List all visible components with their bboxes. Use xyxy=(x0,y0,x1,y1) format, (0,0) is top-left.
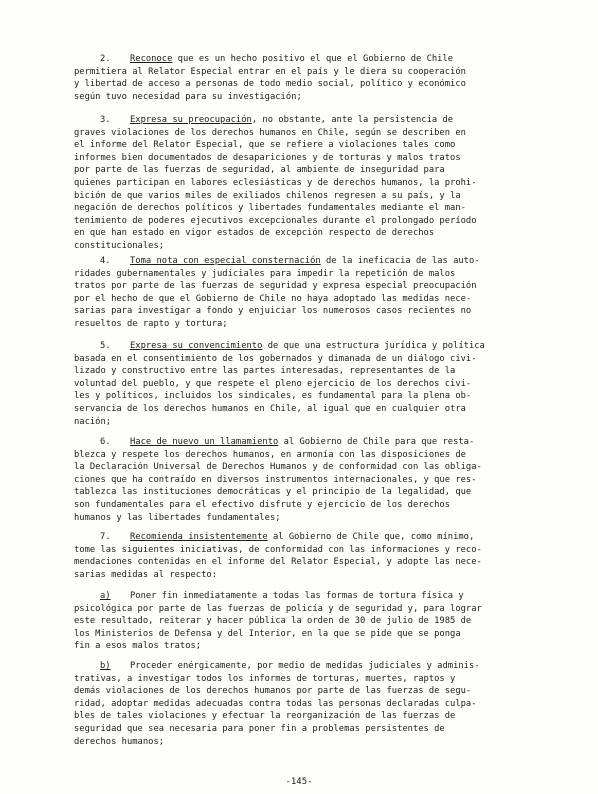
paragraph-line: servancia de los derechos humanos en Chile, al igual que en cualquier otra xyxy=(74,403,466,414)
paragraph-line: tratos por parte de las fuerzas de seguridad y expresa especial preocupación xyxy=(74,281,477,292)
paragraph-2 xyxy=(74,53,534,103)
paragraph-line: este resultado, reiterar y hacer pública la orden de 30 de julio de 1985 de xyxy=(74,616,472,627)
paragraph-line: sarias medidas al respecto: xyxy=(74,569,217,580)
paragraph-line: constitucionales; xyxy=(74,240,165,251)
paragraph-lead: Toma nota con especial consternación xyxy=(130,256,321,266)
paragraph-line: derechos humanos; xyxy=(74,736,165,747)
paragraph-line: ridad, adoptar medidas adecuadas contra todas las personas declaradas culpa- xyxy=(74,698,477,709)
paragraph-line: mendaciones contenidas en el informe del Relator Especial, y adopte las nece- xyxy=(74,557,482,568)
paragraph-line: les y políticos, incluidos los sindicales, es fundamental para la plena ob- xyxy=(74,391,472,402)
paragraph-line: lizado y constructivo entre las partes interesadas, representantes de la xyxy=(74,366,456,377)
paragraph-line: ridades gubernamentales y judiciales para impedir la repetición de malos xyxy=(74,268,456,279)
paragraph-line: negación de derechos políticos y libertades fundamentales mediante el man- xyxy=(74,203,466,214)
paragraph-number: 7. xyxy=(100,532,111,542)
paragraph-first-line xyxy=(74,114,534,127)
paragraph-6 xyxy=(74,436,534,524)
paragraph-line: humanos y las libertades fundamentales; xyxy=(74,512,281,523)
paragraph-line: nación; xyxy=(74,416,112,427)
paragraph-line: blezca y respete los derechos humanos, en armonía con las disposiciones de xyxy=(74,449,466,460)
paragraph-3 xyxy=(74,114,534,253)
paragraph-line: tablezca las instituciones democráticas y el principio de la legalidad, que xyxy=(74,487,472,498)
paragraph-line: informes bien documentados de desapariciones y de torturas y malos tratos xyxy=(74,152,461,163)
paragraph-line: tenimiento de poderes ejecutivos excepcionales durante el prolongado período xyxy=(74,215,477,226)
paragraph-line: tome las siguientes iniciativas, de conformidad con las informaciones y reco- xyxy=(74,544,482,555)
paragraph-line: seguridad que sea necesaria para poner fin a problemas persistentes de xyxy=(74,723,445,734)
paragraph-first-line xyxy=(74,590,534,603)
paragraph-line: por el hecho de que el Gobierno de Chile no haya adoptado las medidas nece- xyxy=(74,293,472,304)
paragraph-line: y libertad de acceso a personas de todo medio social, político y económico xyxy=(74,79,466,90)
paragraph-line: psicológica por parte de las fuerzas de policía y de seguridad y, para lograr xyxy=(74,603,482,614)
paragraph-line: por parte de las fuerzas de seguridad, al ambiente de inseguridad para xyxy=(74,165,445,176)
paragraph-first-line xyxy=(74,53,534,66)
subparagraph-letter: b) xyxy=(100,661,111,671)
subparagraph-a xyxy=(74,590,534,653)
paragraph-line: trativas, a investigar todos los informes de torturas, muertes, raptos y xyxy=(74,673,456,684)
paragraph-5 xyxy=(74,340,534,428)
paragraph-line: la Declaración Universal de Derechos Humanos y de conformidad con las obliga- xyxy=(74,462,482,473)
paragraph-7 xyxy=(74,531,534,581)
paragraph-first-text: al Gobierno de Chile que, como mínimo, xyxy=(267,532,475,542)
paragraph-number: 2. xyxy=(100,54,111,64)
paragraph-first-text: Proceder enérgicamente, por medio de medidas judiciales y adminis- xyxy=(130,661,480,671)
subparagraph-letter: a) xyxy=(100,591,111,601)
paragraph-first-line xyxy=(74,531,534,544)
paragraph-number: 3. xyxy=(100,115,111,125)
page-number: -145- xyxy=(285,777,313,787)
subparagraph-b xyxy=(74,660,534,748)
paragraph-first-text: , no obstante, ante la persistencia de xyxy=(251,115,454,125)
paragraph-line: fin a esos malos tratos; xyxy=(74,641,202,652)
paragraph-first-text: de que una estructura jurídica y política xyxy=(262,341,485,351)
paragraph-line: resueltos de rapto y tortura; xyxy=(74,318,228,329)
paragraph-number: 6. xyxy=(100,437,111,447)
paragraph-line: graves violaciones de los derechos humanos en Chile, según se describen en xyxy=(74,127,466,138)
paragraph-line: son fundamentales para el efectivo disfrute y ejercicio de los derechos xyxy=(74,499,451,510)
paragraph-line: en que han estado en vigor estados de excepción respecto de derechos xyxy=(74,228,435,239)
paragraph-number: 5. xyxy=(100,341,111,351)
paragraph-first-text: Poner fin inmediatamente a todas las formas de tortura física y xyxy=(130,591,464,601)
paragraph-first-line xyxy=(74,340,534,353)
paragraph-number: 4. xyxy=(100,256,111,266)
paragraph-line: el informe del Relator Especial, que se refiere a violaciones tales como xyxy=(74,140,456,151)
paragraph-lead: Hace de nuevo un llamamiento xyxy=(130,437,279,447)
paragraph-first-line xyxy=(74,660,534,673)
paragraph-line: demás violaciones de los derechos humanos por parte de las fuerzas de segu- xyxy=(74,686,472,697)
paragraph-line: los Ministerios de Defensa y del Interior, en la que se pide que se ponga xyxy=(74,628,461,639)
paragraph-line: bición de que varios miles de exiliados chilenos regresen a su país, y la xyxy=(74,190,461,201)
paragraph-first-text: que es un hecho positivo el que el Gobierno de Chile xyxy=(172,54,454,64)
paragraph-first-line xyxy=(74,436,534,449)
paragraph-line: permitiera al Relator Especial entrar en el país y le diera su cooperación xyxy=(74,66,466,77)
paragraph-lead: Expresa su preocupación xyxy=(130,115,252,125)
paragraph-line: ciones que ha contraído en diversos instrumentos internacionales, y que res- xyxy=(74,474,477,485)
paragraph-first-text: al Gobierno de Chile para que resta- xyxy=(278,437,475,447)
paragraph-line: según tuvo necesidad para su investigación; xyxy=(74,91,302,102)
paragraph-line: sarias para investigar a fondo y enjuiciar los numerosos casos recientes no xyxy=(74,306,472,317)
paragraph-lead: Expresa su convencimiento xyxy=(130,341,263,351)
paragraph-line: quienes participan en labores eclesiásticas y de derechos humanos, la prohi- xyxy=(74,177,477,188)
paragraph-first-text: de la ineficacia de las auto- xyxy=(320,256,480,266)
paragraph-lead: Reconoce xyxy=(130,54,173,64)
paragraph-lead: Recomienda insistentemente xyxy=(130,532,268,542)
paragraph-4 xyxy=(74,255,534,331)
paragraph-line: bles de tales violaciones y efectuar la reorganización de las fuerzas de xyxy=(74,711,456,722)
paragraph-first-line xyxy=(74,255,534,268)
paragraph-line: basada en el consentimiento de los gobernados y dimanada de un diálogo civi- xyxy=(74,353,477,364)
paragraph-line: voluntad del pueblo, y que respete el pleno ejercicio de los derechos civi- xyxy=(74,378,472,389)
